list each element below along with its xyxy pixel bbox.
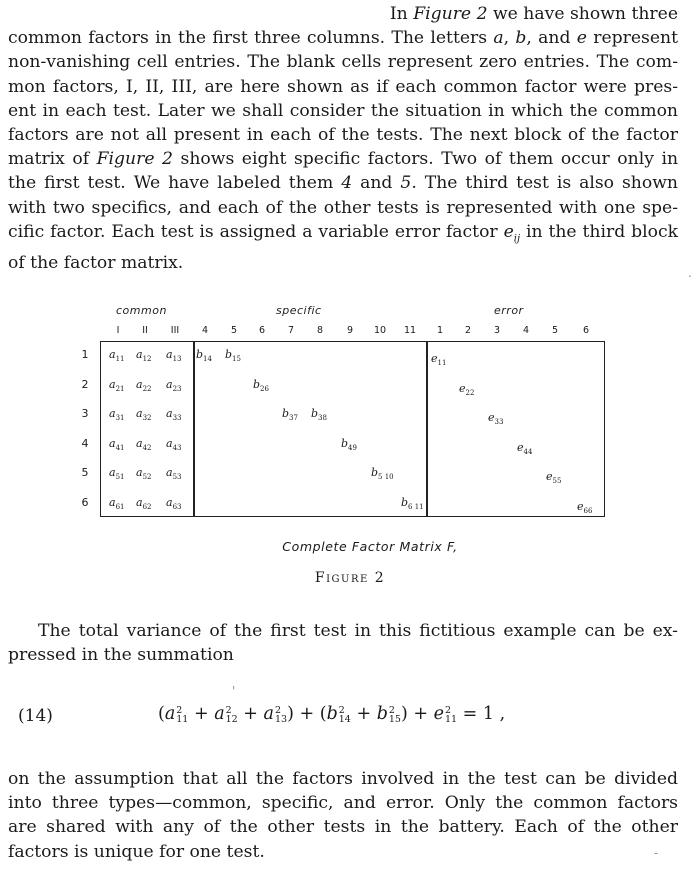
column-number: 5 [551,325,559,336]
specific-block-divider [426,341,428,517]
error-group-label: error [494,304,524,317]
column-number: I [116,325,120,336]
common-factor-loading: $a_{52}$ [136,466,152,482]
common-factor-loading: $a_{33}$ [166,407,182,423]
error-factor-loading: $e_{33}$ [488,411,504,427]
matrix-frame [100,341,605,517]
column-number: 6 [258,325,266,336]
figure-title: Figure 2 [314,570,386,586]
common-factor-loading: $a_{51}$ [109,466,125,482]
equation-number: (14) [18,706,53,726]
row-number: 2 [81,377,89,391]
common-factor-loading: $a_{13}$ [166,348,182,364]
text-line: factors is unique for one test. [8,841,265,862]
error-factor-loading: $e_{22}$ [459,381,475,397]
column-number: 4 [522,325,530,336]
paragraph-total-variance [8,619,678,667]
column-number: 8 [316,325,324,336]
common-factor-loading: $a_{63}$ [166,495,182,511]
specific-factor-loading: $b_{14}$ [196,348,212,364]
error-factor-loading: $e_{44}$ [517,440,533,456]
figure-caption: Complete Factor Matrix F, [282,539,458,554]
common-factor-loading: $a_{42}$ [136,436,152,452]
common-factor-loading: $a_{32}$ [136,407,152,423]
column-number: 11 [403,325,417,336]
text-line: on the assumption that all the factors involved in the test can be divided [8,769,678,789]
error-factor-loading: $e_{11}$ [431,352,447,368]
row-number: 4 [81,436,89,450]
text-line: ent in each test. Later we shall consider the situation in which the common [8,100,678,121]
equation-14 [0,700,700,734]
scan-mark: . [688,266,692,280]
text-line: non-vanishing cell entries. The blank cells represent zero entries. The com- [8,52,678,73]
column-number: II [142,325,148,336]
specific-factor-loading: $b_{5 10}$ [371,466,394,482]
common-factor-loading: $a_{31}$ [109,407,125,423]
equation-body: (a 2 11 + a 2 12 + a 2 13 ) + (b 2 14 + b 2 15 ) + e 2 11 = 1 , [158,704,506,725]
common-factor-loading: $a_{53}$ [166,466,182,482]
text-line: The total variance of the first test in this fictitious example can be ex- [38,621,678,641]
text-line: of the factor matrix. [8,253,184,274]
row-number: 6 [81,495,89,509]
specific-factor-loading: $b_{26}$ [253,377,269,393]
text-line: into three types—common, specific, and error. Only the common factors [8,793,678,814]
factor-matrix-figure [0,296,700,596]
column-number: 3 [493,325,501,336]
common-factor-loading: $a_{21}$ [109,377,125,393]
text-line: with two specifics, and each of the other tests is represented with one spe- [8,197,678,218]
specific-factor-loading: $b_{6 11}$ [401,495,424,511]
row-number: 3 [81,407,89,420]
text-line: common factors in the first three columns. The letters a, b, and e represent [8,28,678,49]
text-line: matrix of Figure 2 shows eight specific factors. Two of them occur only in [8,149,679,170]
specific-group-label: specific [276,304,322,317]
text-line: In Figure 2 we have shown three [389,4,678,24]
paragraph-figure-description [8,2,678,276]
specific-factor-loading: $b_{49}$ [341,436,357,452]
common-factor-loading: $a_{43}$ [166,436,182,452]
specific-factor-loading: $b_{15}$ [225,348,241,364]
error-factor-loading: $e_{66}$ [577,499,593,515]
common-factor-loading: $a_{62}$ [136,495,152,511]
column-number: 7 [287,325,295,336]
text-line: mon factors, I, II, III, are here shown as if each common factor were pres- [8,76,678,97]
specific-factor-loading: $b_{37}$ [282,407,298,423]
error-factor-loading: $e_{55}$ [546,470,562,486]
column-number: 4 [201,325,209,336]
row-number: 1 [81,348,89,361]
common-factor-loading: $a_{61}$ [109,495,125,511]
column-number: III [170,325,180,336]
common-group-label: common [116,304,167,317]
text-line: cific factor. Each test is assigned a variable error factor $e_{ij}$ in the third block [8,221,679,245]
common-factor-loading: $a_{23}$ [166,377,182,393]
text-line: the first test. We have labeled them 4 and 5. The third test is also shown [8,173,678,194]
text-line: pressed in the summation [8,645,234,666]
common-block-divider [193,341,195,517]
column-number: 2 [464,325,472,336]
column-number: 5 [230,325,238,336]
column-number: 1 [436,325,444,336]
scan-mark: ' [232,684,236,698]
specific-factor-loading: $b_{38}$ [311,407,327,423]
column-number: 9 [346,325,354,336]
common-factor-loading: $a_{22}$ [136,377,152,393]
column-number: 10 [373,325,387,336]
common-factor-loading: $a_{11}$ [109,348,125,364]
common-factor-loading: $a_{41}$ [109,436,125,452]
scan-mark: - [654,846,659,860]
column-number: 6 [582,325,590,336]
text-line: are shared with any of the other tests in the battery. Each of the other [8,817,678,838]
common-factor-loading: $a_{12}$ [136,348,152,364]
row-number: 5 [81,466,89,479]
paragraph-factor-types [8,767,678,864]
text-line: factors are not all present in each of the tests. The next block of the factor [8,125,678,146]
